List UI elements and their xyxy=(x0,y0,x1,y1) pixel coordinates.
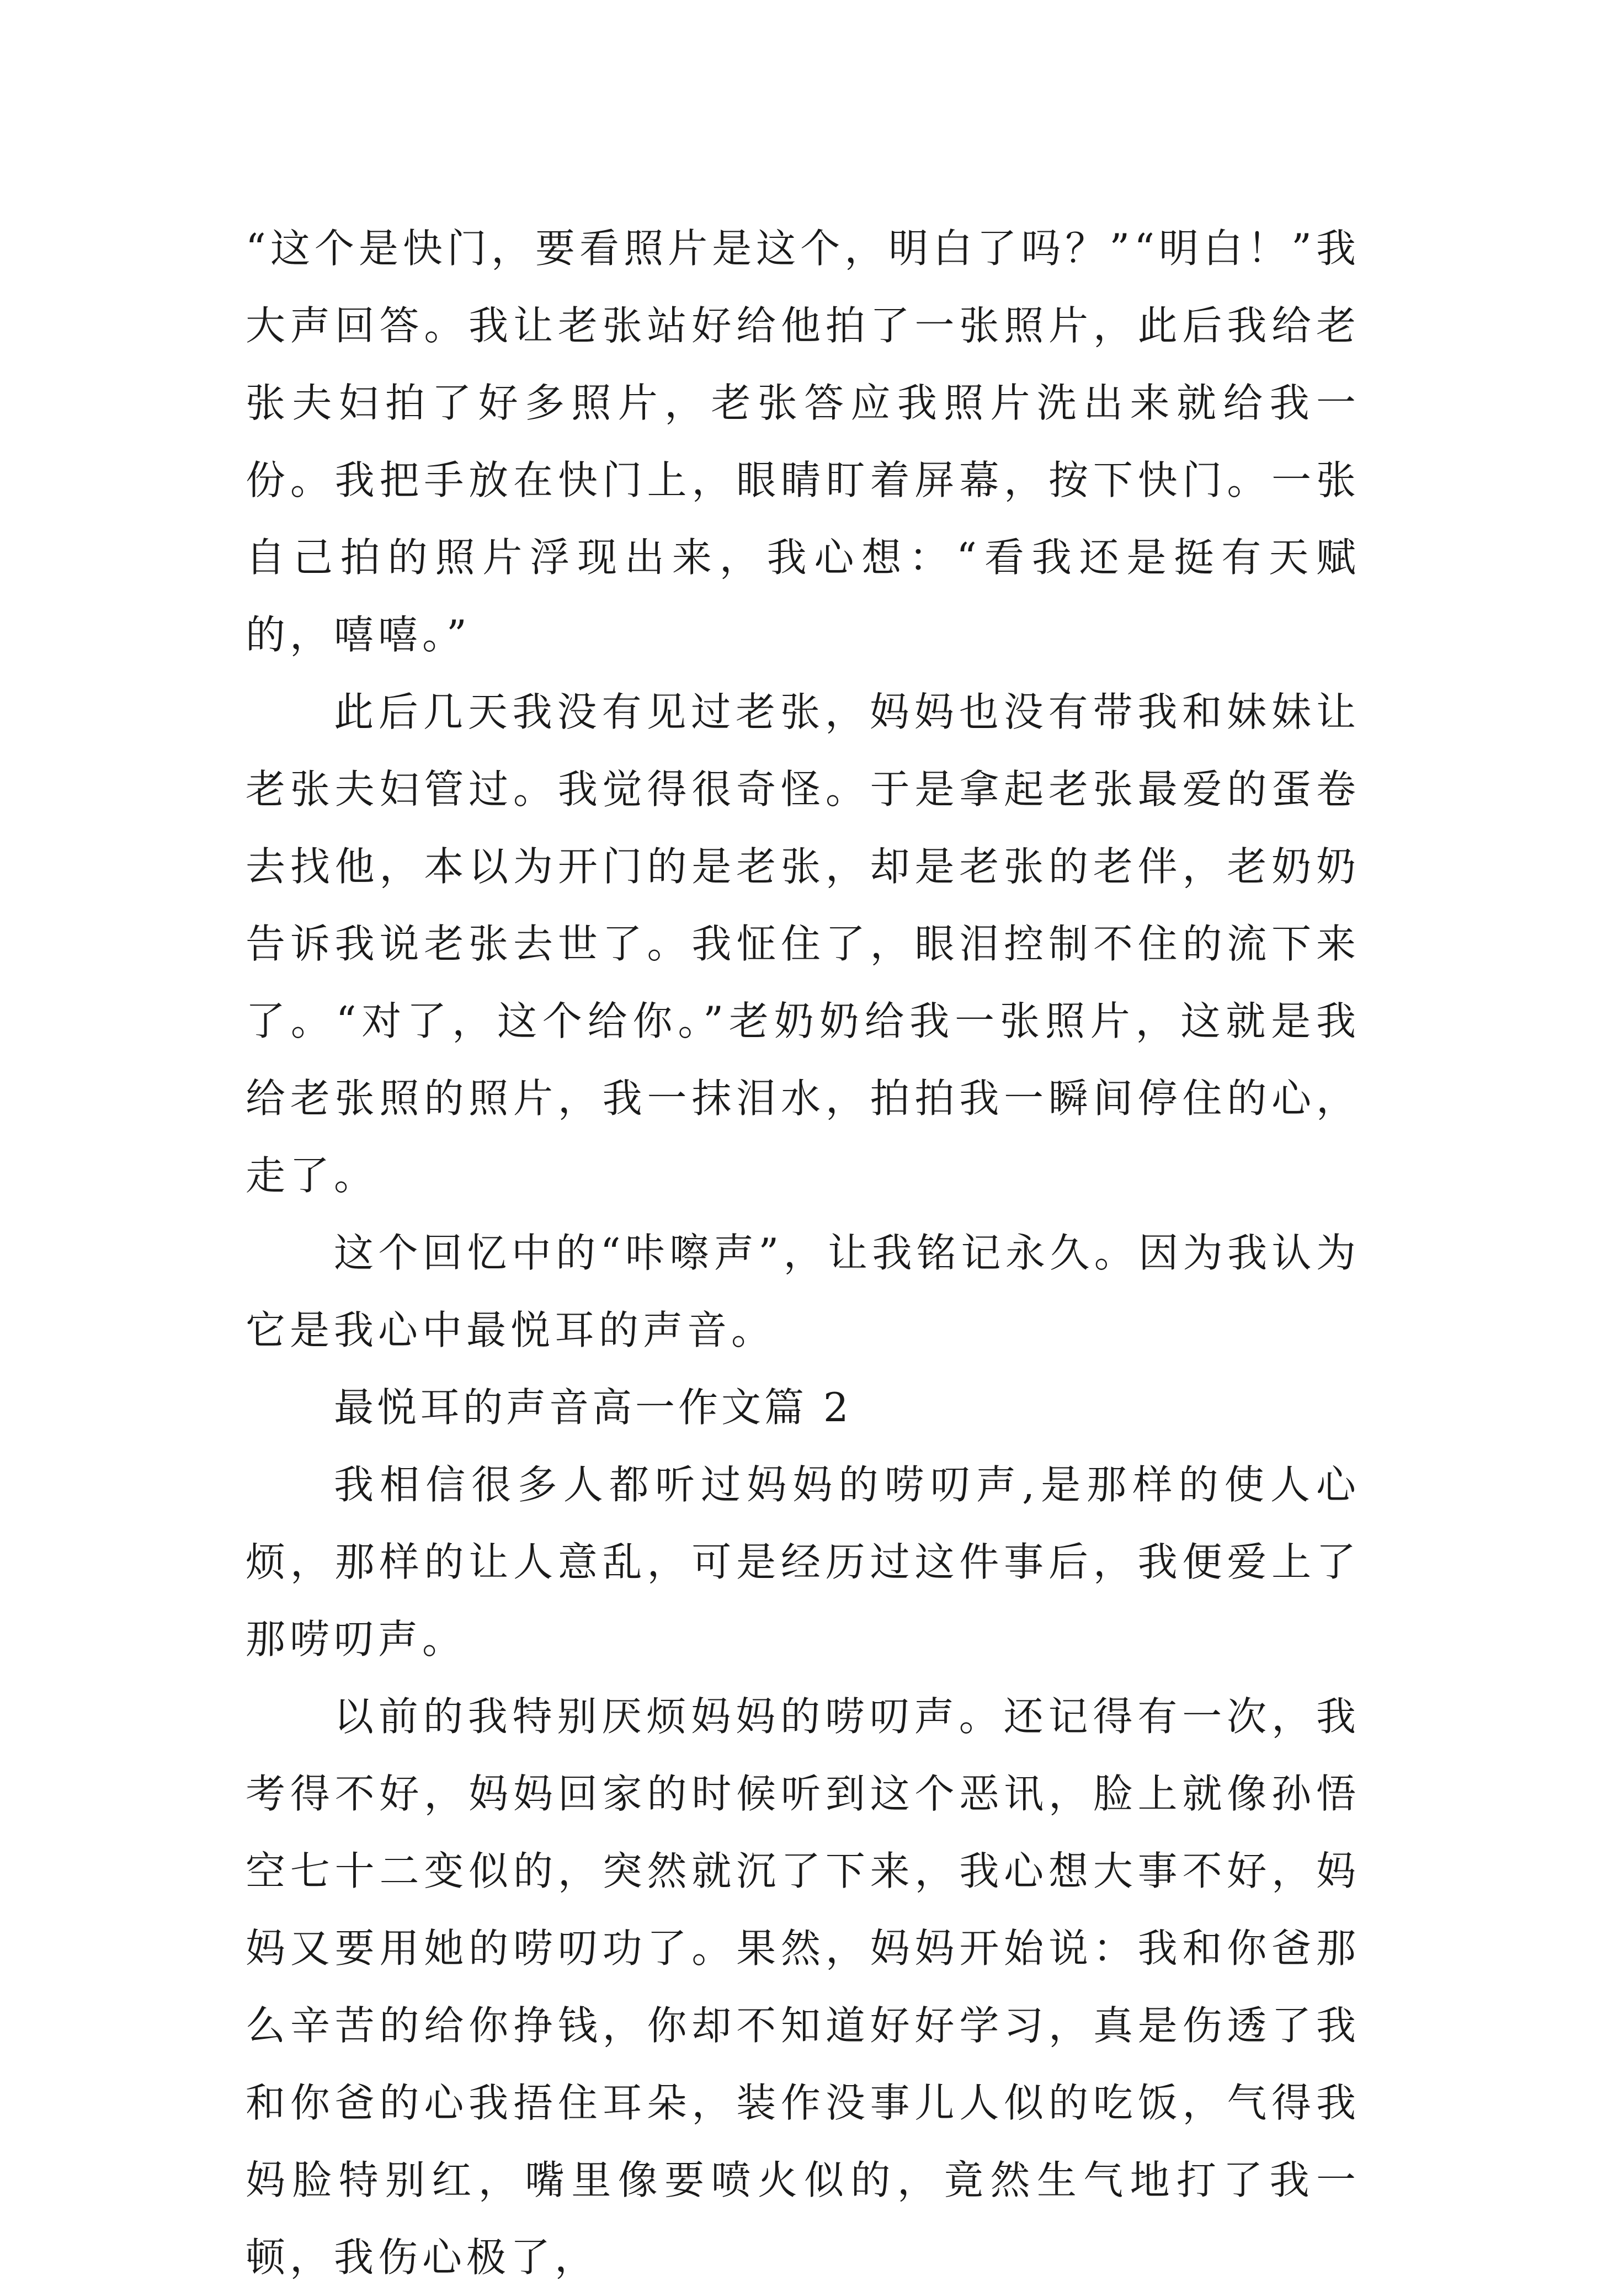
paragraph-1: “这个是快门，要看照片是这个，明白了吗？”“明白！”我大声回答。我让老张站好给他拍了一张照片，此后我给老张夫妇拍了好多照片，老张答应我照片洗出来就给我一份。我把手放在快门上，眼睛盯着屏幕，按下快门。一张自己拍的照片浮现出来，我心想：“看我还是挺有天赋的，嘻嘻。” xyxy=(246,225,1360,658)
paragraph-2: 此后几天我没有见过老张，妈妈也没有带我和妹妹让老张夫妇管过。我觉得很奇怪。于是拿起老张最爱的蛋卷去找他，本以为开门的是老张，却是老张的老伴，老奶奶告诉我说老张去世了。我怔住了，眼泪控制不住的流下来了。“对了，这个给你。”老奶奶给我一张照片，这就是我给老张照的照片，我一抹泪水，拍拍我一瞬间停住的心，走了。 xyxy=(246,689,1360,1199)
section-heading: 最悦耳的声音高一作文篇 2 xyxy=(334,1384,852,1431)
paragraph-3: 这个回忆中的“咔嚓声”，让我铭记永久。因为我认为它是我心中最悦耳的声音。 xyxy=(246,1230,1360,1353)
paragraph-4: 我相信很多人都听过妈妈的唠叨声,是那样的使人心烦，那样的让人意乱，可是经历过这件事后，我便爱上了那唠叨声。 xyxy=(246,1461,1360,1662)
article-body xyxy=(246,210,1360,2296)
paragraph-5: 以前的我特别厌烦妈妈的唠叨声。还记得有一次，我考得不好，妈妈回家的时候听到这个恶讯，脸上就像孙悟空七十二变似的，突然就沉了下来，我心想大事不好，妈妈又要用她的唠叨功了。果然，妈妈开始说：我和你爸那么辛苦的给你挣钱，你却不知道好好学习，真是伤透了我和你爸的心我捂住耳朵，装作没事儿人似的吃饭，气得我妈脸特别红，嘴里像要喷火似的，竟然生气地打了我一顿，我伤心极了， xyxy=(246,1693,1360,2281)
